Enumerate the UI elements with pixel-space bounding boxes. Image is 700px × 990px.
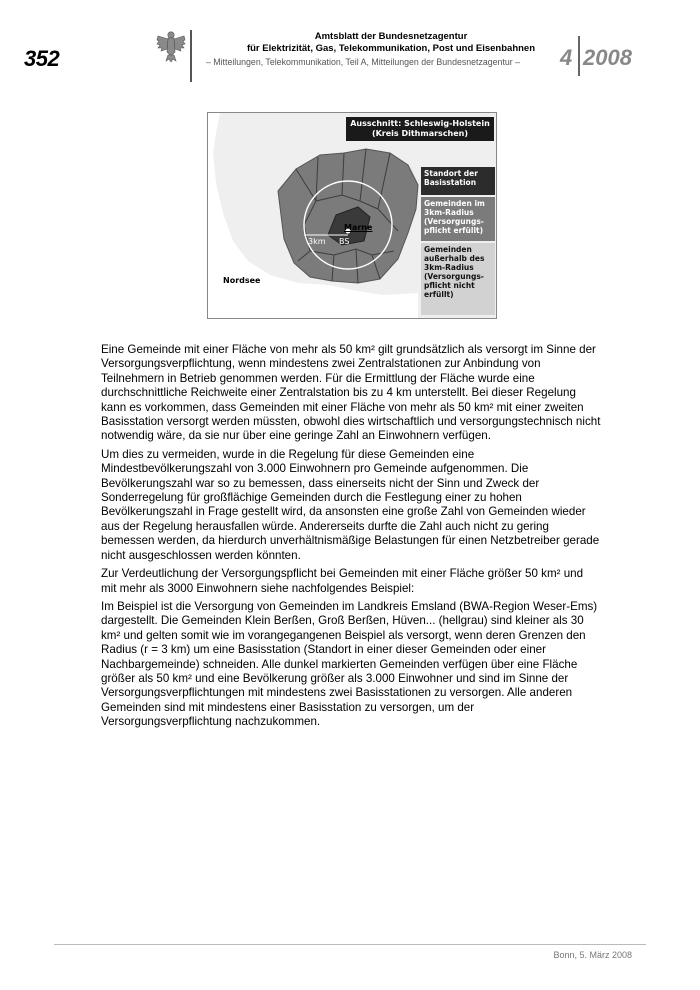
legend-inside-radius: [421, 197, 495, 241]
legend-text: Basisstation: [424, 178, 477, 187]
base-station-label: BS: [339, 237, 350, 246]
issue-year: 2008: [583, 45, 632, 70]
paragraph: Im Beispiel ist die Versorgung von Gemeinden im Landkreis Emsland (BWA-Region Weser-Ems) dargestellt. Die Gemeinden Klein Berßen, Groß Berßen, Hüven... (hellgrau) sind kleiner als 30 km² und gelten somit wie im vorangegangenen Beispiel als versorgt, wenn deren Grenzen den Radius (r = 3 km) um eine Basisstation (Standort in einer dieser Gemeinden oder einer Nachbargemeinde) schneiden. Alle dunkel markierten Gemeinden verfügen über eine Fläche größer als 50 km² und eine Bevölkerung größer als 3.000 Einwohner und sind im Sinne der Versorgungsverpflichtungen mit mindestens zwei Basisstationen zu versorgen. Alle anderen Gemeinden sind mit mindestens einer Basisstation zu versorgen, um der Versorgungsverpflichtung nachzukommen.: [101, 599, 598, 729]
footer-divider: [54, 944, 646, 945]
legend-text: Gemeinden im: [424, 199, 485, 208]
legend-text: pflicht erfüllt): [424, 226, 484, 235]
paragraph: Um dies zu vermeiden, wurde in die Regelung für diese Gemeinden eine Mindestbevölkerungszahl von 3.000 Einwohnern pro Gemeinde aufgenommen. Die Bevölkerungszahl war so zu bemessen, dass einerseits nicht der Sinn und Zweck der Sonderregelung für großflächige Gemeinden durch die Festlegung einer zu hohen Bevölkerungszahl in Frage gestellt wird, da ansonsten eine große Zahl von Gemeinden wieder aus der Regelung herausfallen würde. Andererseits durfte die Zahl auch nicht zu gering bemessen werden, da hierdurch unverhältnismäßige Belastungen für einen Netzbetreiber gerade nicht ausgeschlossen werden könnten.: [101, 447, 600, 562]
radius-label: 3km: [308, 237, 326, 246]
town-label: Marne: [344, 223, 373, 232]
page-number: 352: [24, 46, 60, 71]
legend-text: Standort der: [424, 169, 478, 178]
publication-title: [196, 31, 586, 55]
legend-text: außerhalb des: [424, 254, 485, 263]
paragraph: Zur Verdeutlichung der Versorgungspflicht bei Gemeinden mit einer Fläche größer 50 km² und mit mehr als 3000 Einwohnern siehe nachfolgendes Beispiel:: [101, 567, 584, 595]
issue-number: 4: [560, 45, 573, 70]
header-divider: [190, 30, 192, 82]
legend-text: 3km-Radius: [424, 208, 474, 217]
article-body: [101, 343, 601, 734]
footer-date: Bonn, 5. März 2008: [553, 950, 632, 960]
legend-text: erfüllt): [424, 290, 454, 299]
publication-title-line2: für Elektrizität, Gas, Telekommunikation, Post und Eisenbahnen: [246, 43, 536, 54]
legend-text: (Versorgungs-: [424, 217, 484, 226]
paragraph: Eine Gemeinde mit einer Fläche von mehr als 50 km² gilt grundsätzlich als versorgt im Sinne der Versorgungsverpflichtung, wenn mindestens zwei Zentralstationen zur Anbindung von Teilnehmern in Betrieb genommen werden. Für die Ermittlung der Fläche wurde eine durchschnittliche Reichweite einer Zentralstation bis zu 4 km unterstellt. Bei dieser Regelung kann es vorkommen, dass Gemeinden mit einer Fläche von mehr als 50 km² mit einer zweiten Basisstation versorgt werden müssten, obwohl dies wirtschaftlich und versorgungstechnisch nicht notwendig wäre, da sie nur über eine geringe Zahl an Einwohnern verfügen.: [101, 343, 601, 443]
legend-text: 3km-Radius: [424, 263, 474, 272]
legend-outside-radius: [421, 243, 495, 315]
issue-divider: [578, 36, 580, 76]
map-title: [346, 117, 494, 141]
legend-text: (Versorgungs-: [424, 272, 484, 281]
sea-label: Nordsee: [223, 276, 261, 285]
federal-eagle-icon: [155, 28, 187, 64]
legend-text: pflicht nicht: [424, 281, 475, 290]
publication-subtitle: – Mitteilungen, Telekommunikation, Teil A, Mitteilungen der Bundesnetzagentur –: [205, 57, 521, 67]
publication-title-line1: Amtsblatt der Bundesnetzagentur: [314, 31, 468, 42]
map-title-line2: (Kreis Dithmarschen): [371, 129, 469, 138]
map-title-line1: Ausschnitt: Schleswig-Holstein: [350, 119, 490, 128]
coverage-map-figure: [207, 112, 497, 319]
legend-text: Gemeinden: [424, 245, 472, 254]
legend-base-station: [421, 167, 495, 195]
